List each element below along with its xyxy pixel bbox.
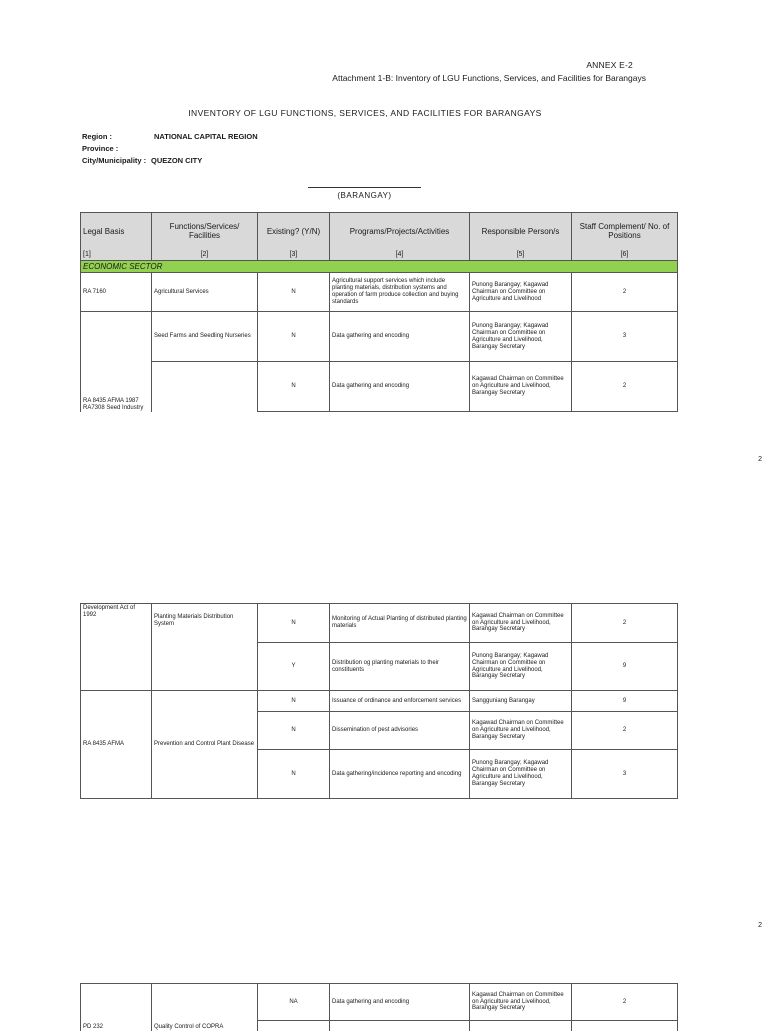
- legal-basis-cell: RA 8435 AFMA: [81, 691, 152, 799]
- barangay-underline: [308, 187, 421, 188]
- responsible-cell: [470, 1021, 572, 1031]
- staff-cell: 2: [572, 984, 678, 1021]
- responsible-cell: Kagawad Chairman on Committee on Agriculture and Livelihood, Barangay Secretary: [470, 604, 572, 643]
- program-cell: Distribution og planting materials to their constituents: [330, 643, 470, 691]
- existing-cell: N: [258, 312, 330, 362]
- province-label: Province :: [82, 144, 119, 153]
- function-cell: Prevention and Control Plant Disease: [152, 691, 258, 799]
- region-row: [82, 132, 258, 141]
- col-number: [5]: [470, 250, 572, 261]
- program-cell: Data gathering and encoding: [330, 984, 470, 1021]
- program-cell: Data gathering/incidence reporting and encoding: [330, 750, 470, 799]
- staff-cell: 2: [572, 712, 678, 750]
- existing-cell: N: [258, 750, 330, 799]
- table-row: [81, 604, 678, 643]
- table-row: [81, 312, 678, 362]
- existing-cell: NA: [258, 984, 330, 1021]
- legal-basis-cell: RA 7160: [81, 273, 152, 312]
- program-cell: Agricultural support services which include planting materials, distribution systems and operation of farm produce collection and buying standards: [330, 273, 470, 312]
- col-number: [6]: [572, 250, 678, 261]
- program-cell: Data gathering and encoding: [330, 312, 470, 362]
- function-cell: Planting Materials Distribution System: [152, 604, 258, 691]
- inventory-table-page-1: [80, 212, 678, 412]
- col-programs: Programs/Projects/Activities: [330, 213, 470, 250]
- existing-cell: N: [258, 604, 330, 643]
- document-title: INVENTORY OF LGU FUNCTIONS, SERVICES, AND FACILITIES FOR BARANGAYS: [188, 108, 542, 118]
- sector-header: ECONOMIC SECTOR: [81, 261, 678, 273]
- table-row: [81, 984, 678, 1021]
- staff-cell: 2: [572, 362, 678, 412]
- program-cell: Issuance of ordinance and enforcement services: [330, 691, 470, 712]
- responsible-cell: Kagawad Chairman on Committee on Agriculture and Livelihood, Barangay Secretary: [470, 712, 572, 750]
- existing-cell: N: [258, 273, 330, 312]
- existing-cell: [258, 1021, 330, 1031]
- col-legal-basis: Legal Basis: [81, 213, 152, 250]
- col-functions: Functions/Services/ Facilities: [152, 213, 258, 250]
- page-number: 2: [758, 922, 762, 929]
- program-cell: [330, 1021, 470, 1031]
- city-label: City/Municipality :: [82, 156, 147, 165]
- legal-basis-cell: Development Act of 1992: [81, 604, 152, 691]
- function-cell: Seed Farms and Seedling Nurseries: [152, 312, 258, 362]
- region-label: Region :: [82, 132, 112, 141]
- responsible-cell: Kagawad Chairman on Committee on Agriculture and Livelihood, Barangay Secretary: [470, 984, 572, 1021]
- existing-cell: N: [258, 712, 330, 750]
- page-number: 2: [758, 456, 762, 463]
- staff-cell: 9: [572, 643, 678, 691]
- city-row: [82, 156, 203, 165]
- program-cell: Data gathering and encoding: [330, 362, 470, 412]
- col-responsible: Responsible Person/s: [470, 213, 572, 250]
- inventory-table-page-2: [80, 603, 678, 799]
- barangay-label: (BARANGAY): [337, 191, 392, 200]
- responsible-cell: Punong Barangay; Kagawad Chairman on Committee on Agriculture and Livelihood: [470, 273, 572, 312]
- responsible-cell: Punong Barangay; Kagawad Chairman on Committee on Agriculture and Livelihood, Barangay Secretary: [470, 643, 572, 691]
- existing-cell: Y: [258, 643, 330, 691]
- staff-cell: 3: [572, 750, 678, 799]
- table-row: [81, 362, 678, 412]
- program-cell: Monitoring of Actual Planting of distributed planting materials: [330, 604, 470, 643]
- province-row: [82, 144, 118, 153]
- staff-cell: 2: [572, 273, 678, 312]
- table-row: [81, 691, 678, 712]
- attachment-title: Attachment 1-B: Inventory of LGU Functions, Services, and Facilities for Barangays: [332, 73, 646, 83]
- function-cell: [152, 362, 258, 412]
- existing-cell: N: [258, 362, 330, 412]
- function-cell: Agricultural Services: [152, 273, 258, 312]
- function-cell: Quality Control of COPRA: [152, 984, 258, 1031]
- program-cell: Dissemination of pest advisories: [330, 712, 470, 750]
- legal-basis-cell: PD 232: [81, 984, 152, 1031]
- table-row: [81, 273, 678, 312]
- legal-basis-cell: [81, 312, 152, 362]
- col-number: [1]: [81, 250, 152, 261]
- existing-cell: N: [258, 691, 330, 712]
- staff-cell: 2: [572, 604, 678, 643]
- col-number: [2]: [152, 250, 258, 261]
- responsible-cell: Sangguniang Barangay: [470, 691, 572, 712]
- col-number: [4]: [330, 250, 470, 261]
- staff-cell: 9: [572, 691, 678, 712]
- col-number: [3]: [258, 250, 330, 261]
- legal-basis-cell: RA 8435 AFMA 1987 RA7308 Seed Industry: [81, 362, 152, 412]
- annex-label: ANNEX E-2: [586, 60, 633, 70]
- responsible-cell: Punong Barangay; Kagawad Chairman on Committee on Agriculture and Livelihood, Barangay Secretary: [470, 312, 572, 362]
- city-value: QUEZON CITY: [151, 156, 203, 165]
- responsible-cell: Kagawad Chairman on Committee on Agriculture and Livelihood, Barangay Secretary: [470, 362, 572, 412]
- staff-cell: 3: [572, 312, 678, 362]
- responsible-cell: Punong Barangay; Kagawad Chairman on Committee on Agriculture and Livelihood, Barangay Secretary: [470, 750, 572, 799]
- region-value: NATIONAL CAPITAL REGION: [154, 132, 258, 141]
- col-existing: Existing? (Y/N): [258, 213, 330, 250]
- staff-cell: [572, 1021, 678, 1031]
- inventory-table-page-3: [80, 983, 678, 1031]
- col-staff: Staff Complement/ No. of Positions: [572, 213, 678, 250]
